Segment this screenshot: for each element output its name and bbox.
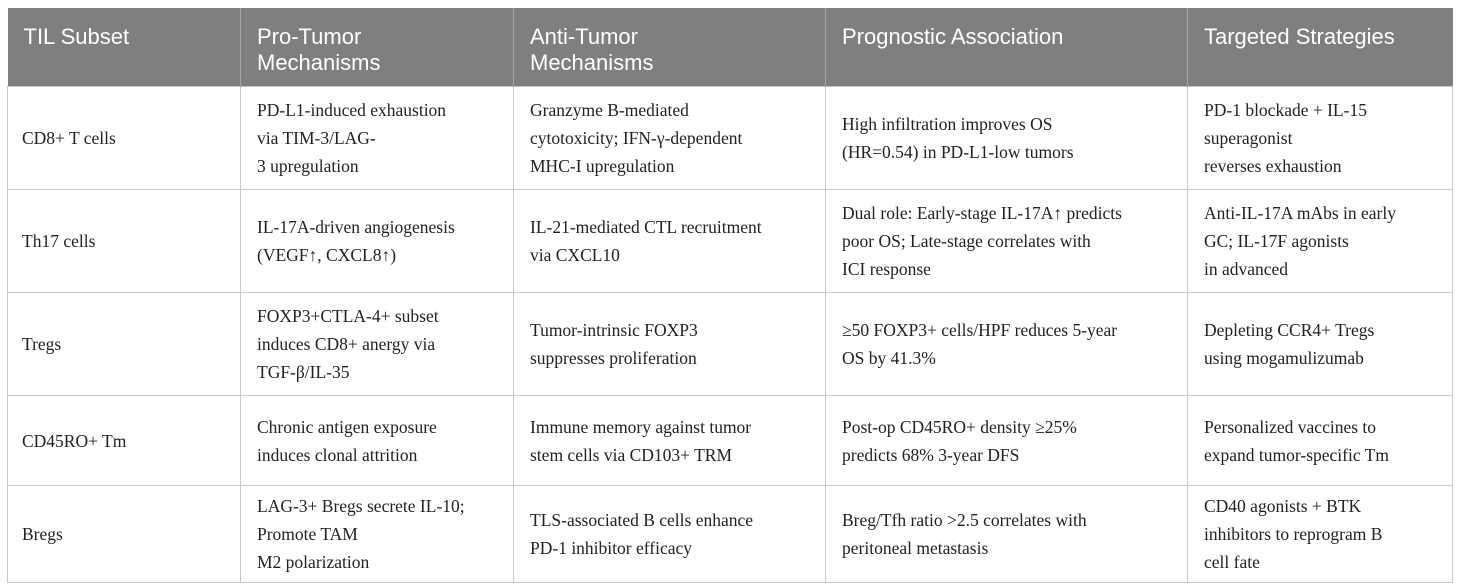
til-subset-table-container [7,8,1452,583]
header-targeted-strategies: Targeted Strategies [1188,8,1453,87]
cell-anti-tumor: Tumor-intrinsic FOXP3 suppresses proliferation [514,293,826,396]
cell-pro-tumor: LAG-3+ Bregs secrete IL-10; Promote TAM M2 polarization [241,486,514,583]
cell-prognostic: Post-op CD45RO+ density ≥25% predicts 68% 3-year DFS [826,396,1188,486]
header-row [8,8,1453,87]
cell-strategies: CD40 agonists + BTK inhibitors to reprogram B cell fate [1188,486,1453,583]
table-row [8,87,1453,190]
cell-pro-tumor: IL-17A-driven angiogenesis (VEGF↑, CXCL8↑) [241,190,514,293]
cell-anti-tumor: TLS-associated B cells enhance PD-1 inhibitor efficacy [514,486,826,583]
cell-anti-tumor: Immune memory against tumor stem cells via CD103+ TRM [514,396,826,486]
cell-prognostic: Dual role: Early-stage IL-17A↑ predicts poor OS; Late-stage correlates with ICI response [826,190,1188,293]
header-anti-tumor-mechanisms: Anti-Tumor Mechanisms [514,8,826,87]
cell-pro-tumor: FOXP3+CTLA-4+ subset induces CD8+ anergy via TGF-β/IL-35 [241,293,514,396]
til-subset-table [7,8,1453,583]
cell-strategies: Depleting CCR4+ Tregs using mogamulizumab [1188,293,1453,396]
cell-til-subset: Tregs [8,293,241,396]
cell-til-subset: Th17 cells [8,190,241,293]
cell-pro-tumor: PD-L1-induced exhaustion via TIM-3/LAG- 3 upregulation [241,87,514,190]
header-prognostic-association: Prognostic Association [826,8,1188,87]
cell-pro-tumor: Chronic antigen exposure induces clonal attrition [241,396,514,486]
cell-strategies: Anti-IL-17A mAbs in early GC; IL-17F agonists in advanced [1188,190,1453,293]
cell-prognostic: Breg/Tfh ratio >2.5 correlates with peritoneal metastasis [826,486,1188,583]
cell-prognostic: ≥50 FOXP3+ cells/HPF reduces 5-year OS by 41.3% [826,293,1188,396]
header-til-subset: TIL Subset [8,8,241,87]
cell-til-subset: CD45RO+ Tm [8,396,241,486]
table-row [8,190,1453,293]
cell-strategies: Personalized vaccines to expand tumor-specific Tm [1188,396,1453,486]
cell-anti-tumor: Granzyme B-mediated cytotoxicity; IFN-γ-dependent MHC-I upregulation [514,87,826,190]
cell-til-subset: Bregs [8,486,241,583]
cell-prognostic: High infiltration improves OS (HR=0.54) in PD-L1-low tumors [826,87,1188,190]
cell-til-subset: CD8+ T cells [8,87,241,190]
table-row [8,293,1453,396]
cell-strategies: PD-1 blockade + IL-15 superagonist reverses exhaustion [1188,87,1453,190]
header-pro-tumor-mechanisms: Pro-Tumor Mechanisms [241,8,514,87]
table-row [8,396,1453,486]
table-row [8,486,1453,583]
cell-anti-tumor: IL-21-mediated CTL recruitment via CXCL10 [514,190,826,293]
